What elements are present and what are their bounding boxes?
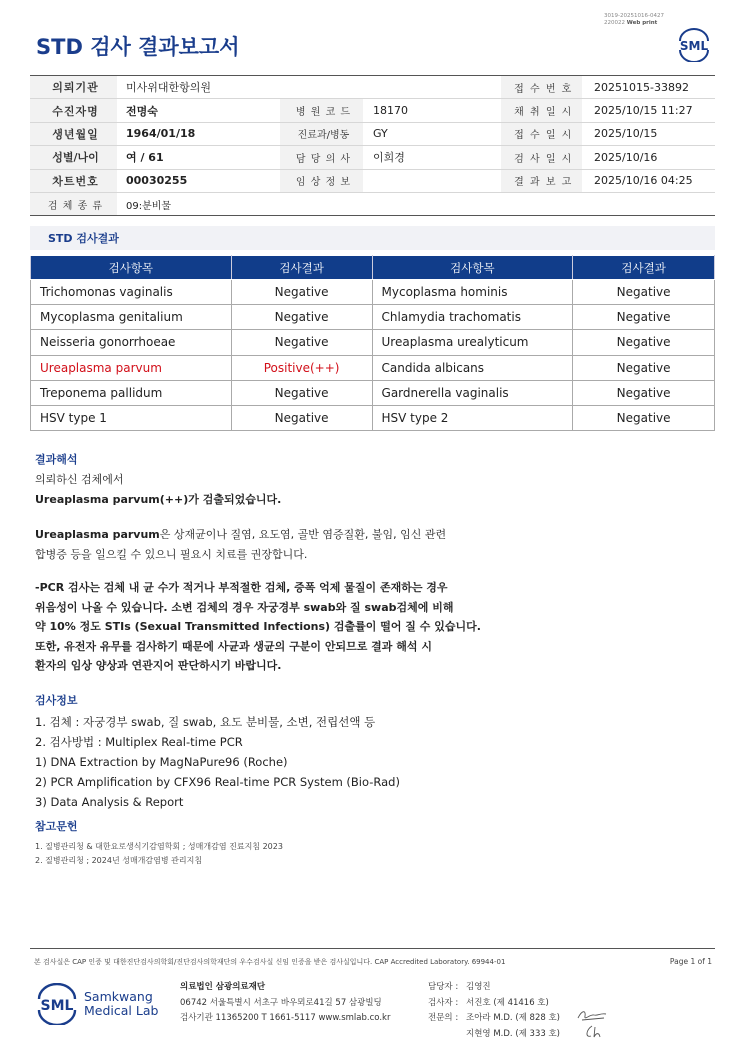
value-receipt-date: 2025/10/15 [594,127,658,141]
value-test-date: 2025/10/16 [594,150,658,164]
patient-info-table [30,75,715,216]
header-test-result: 검사결과 [231,256,372,280]
staff-role: 담당자 : [428,982,459,992]
staff-name: 김영진 [466,982,491,992]
test-result: Negative [231,380,372,405]
staff-role: 검사자 : [428,997,459,1008]
staff-row [428,1011,560,1027]
print-code-line2 [604,20,664,27]
test-result: Negative [231,305,372,330]
test-result: Negative [573,330,715,355]
value-requester: 미사위대한항의원 [126,81,212,95]
test-item: Neisseria gonorrhoeae [31,330,232,355]
test-item: Mycoplasma hominis [372,280,573,305]
value-birthdate: 1964/01/18 [126,127,196,141]
label-receipt-no: 접 수 번 호 [501,76,582,98]
sml-logo-icon [676,28,712,62]
list-item: 2. 검사방법 : Multiplex Real-time PCR [35,734,243,749]
test-item: Candida albicans [372,355,573,380]
interpretation-title: 결과해석 [35,453,78,466]
test-item-positive: Ureaplasma parvum [31,355,232,380]
list-item: 2) PCR Amplification by CFX96 Real-time PCR System (Bio-Rad) [35,774,400,789]
info-row [30,193,715,216]
list-item: 2. 질병관리청 ; 2024년 성매개감염병 관리지침 [35,856,203,865]
staff-name: 서진호 (제 41416 호) [466,997,549,1008]
samkwang-logo-text: SML [40,998,74,1014]
staff-role: 전문의 : [428,1013,459,1023]
header-test-result: 검사결과 [573,256,715,280]
label-specimen-type: 검 체 종 류 [30,193,117,215]
samkwang-logo-icon [36,983,78,1025]
results-header-row [31,256,715,280]
table-row-positive [31,355,715,380]
print-code-number: 220022 [604,20,625,26]
value-receipt-no: 20251015-33892 [594,80,689,94]
sml-logo-text: SML [679,39,709,53]
print-code-line1: 3019-20251016-0427 [604,13,664,19]
info-row [30,99,715,122]
interpretation-paragraph-1 [35,470,281,509]
staff-info [428,980,560,1042]
interpretation-line: Ureaplasma parvum(++)가 검출되었습니다. [35,492,282,506]
test-result: Negative [573,355,715,380]
test-info-title: 검사정보 [35,694,78,707]
references-title: 참고문헌 [35,820,78,833]
organization-info [180,980,390,1027]
brand-name [84,990,158,1018]
interpretation-line: 약 10% 정도 STIs (Sexual Transmitted Infections) 검출률이 떨어 질 수 있습니다. [35,620,481,633]
print-code-label: Web print [626,20,658,26]
label-sex-age: 성별/나이 [30,146,117,168]
page-title: STD 검사 결과보고서 [36,35,240,59]
staff-role [428,1027,466,1043]
value-chart-no: 00030255 [126,174,188,188]
label-chart-no: 차트번호 [30,170,117,192]
info-row [30,146,715,169]
test-item: HSV type 1 [31,405,232,430]
info-row [30,170,715,193]
list-item: 1. 검체 : 자궁경부 swab, 질 swab, 요도 분비물, 소변, 전립선액 등 [35,715,376,729]
value-collection-time: 2025/10/15 11:27 [594,104,693,118]
results-table [30,255,715,431]
organism-name: Ureaplasma parvum [35,528,160,541]
test-item: Ureaplasma urealyticum [372,330,573,355]
test-item: HSV type 2 [372,405,573,430]
value-clinical-info [363,170,501,192]
test-result: Negative [231,405,372,430]
label-birthdate: 생년월일 [30,123,117,145]
interpretation-text: 은 상재균이나 질염, 요도염, 골반 염증질환, 불임, 임신 관련 [159,528,447,541]
list-item: 1. 질병관리청 & 대한요로생식기감염학회 ; 성매개감염 진료지침 2023 [35,842,283,851]
value-hospital-code: 18170 [373,104,408,118]
results-section-title: STD 검사결과 [30,226,715,250]
label-receipt-date: 접 수 일 시 [501,123,582,145]
table-row [31,305,715,330]
interpretation-line: 위음성이 나올 수 있습니다. 소변 검체의 경우 자궁경부 swab와 질 swab검체에 비해 [35,600,454,614]
label-report-time: 결 과 보 고 [501,170,582,192]
org-address: 06742 서울특별시 서초구 바우뫼로41길 57 삼광빌딩 [180,997,382,1008]
interpretation-line [35,525,446,545]
brand-line2: Medical Lab [84,1003,159,1018]
signature-icon [582,1024,604,1040]
label-patient-name: 수진자명 [30,99,117,121]
test-item: Chlamydia trachomatis [372,305,573,330]
info-row [30,123,715,146]
list-item: 3) Data Analysis & Report [35,794,184,809]
value-doctor: 이희경 [373,151,405,165]
test-item: Trichomonas vaginalis [31,280,232,305]
accreditation-note: 본 검사실은 CAP 인증 및 대한진단검사의학회/진단검사의학재단의 우수검사실 신임 인증을 받은 검사실입니다. CAP Accredited Laboratory. 69944-01 [34,958,506,966]
table-row [31,330,715,355]
label-clinical-info: 임 상 정 보 [280,170,363,192]
test-result-positive: Positive(++) [231,355,372,380]
info-row [30,76,715,99]
test-info-list [35,713,400,813]
print-code [604,13,664,27]
test-result: Negative [573,405,715,430]
label-hospital-code: 병 원 코 드 [280,99,363,121]
label-department: 진료과/병동 [280,123,363,145]
interpretation-line: 또한, 유전자 유무를 검사하기 때문에 사균과 생균의 구분이 안되므로 결과 해석 시 [35,639,432,653]
org-name: 의료법인 삼광의료재단 [180,982,266,992]
label-requester: 의뢰기관 [30,76,117,98]
header-test-item: 검사항목 [372,256,573,280]
label-doctor: 담 당 의 사 [280,146,363,168]
page-number: Page 1 of 1 [669,957,712,966]
list-item: 1) DNA Extraction by MagNaPure96 (Roche) [35,754,288,769]
table-row [31,380,715,405]
references-list [35,840,283,868]
brand-line1: Samkwang [84,989,153,1004]
interpretation-line: 환자의 임상 양상과 연관지어 판단하시기 바랍니다. [35,659,282,672]
interpretation-line: 합병증 등을 일으킬 수 있으니 필요시 치료를 권장합니다. [35,547,308,561]
value-department: GY [373,127,388,141]
header-test-item: 검사항목 [31,256,232,280]
staff-name: 지현영 M.D. (제 333 호) [466,1028,561,1039]
value-report-time: 2025/10/16 04:25 [594,174,693,188]
value-specimen-type: 09:분비물 [126,200,172,212]
table-row [31,280,715,305]
test-result: Negative [573,280,715,305]
test-result: Negative [231,330,372,355]
interpretation-paragraph-2 [35,525,446,564]
test-result: Negative [231,280,372,305]
value-sex-age: 여 / 61 [126,151,164,165]
interpretation-line: -PCR 검사는 검체 내 균 수가 적거나 부적절한 검체, 증폭 억제 물질이 존재하는 경우 [35,581,448,594]
staff-name: 조아라 M.D. (제 828 호) [466,1013,561,1023]
staff-row [428,980,560,996]
interpretation-paragraph-3 [35,578,481,676]
value-patient-name: 전명숙 [126,104,158,118]
test-result: Negative [573,380,715,405]
label-collection-time: 채 취 일 시 [501,99,582,121]
test-item: Gardnerella vaginalis [372,380,573,405]
test-result: Negative [573,305,715,330]
staff-row [428,1027,560,1043]
interpretation-line: 의뢰하신 검체에서 [35,473,124,486]
label-test-date: 검 사 일 시 [501,146,582,168]
staff-row [428,996,560,1012]
footer-divider [30,948,715,949]
table-row [31,405,715,430]
test-item: Treponema pallidum [31,380,232,405]
test-item: Mycoplasma genitalium [31,305,232,330]
org-contact: 검사기관 11365200 T 1661-5117 www.smlab.co.kr [180,1013,391,1023]
signature-icon [576,1008,610,1024]
